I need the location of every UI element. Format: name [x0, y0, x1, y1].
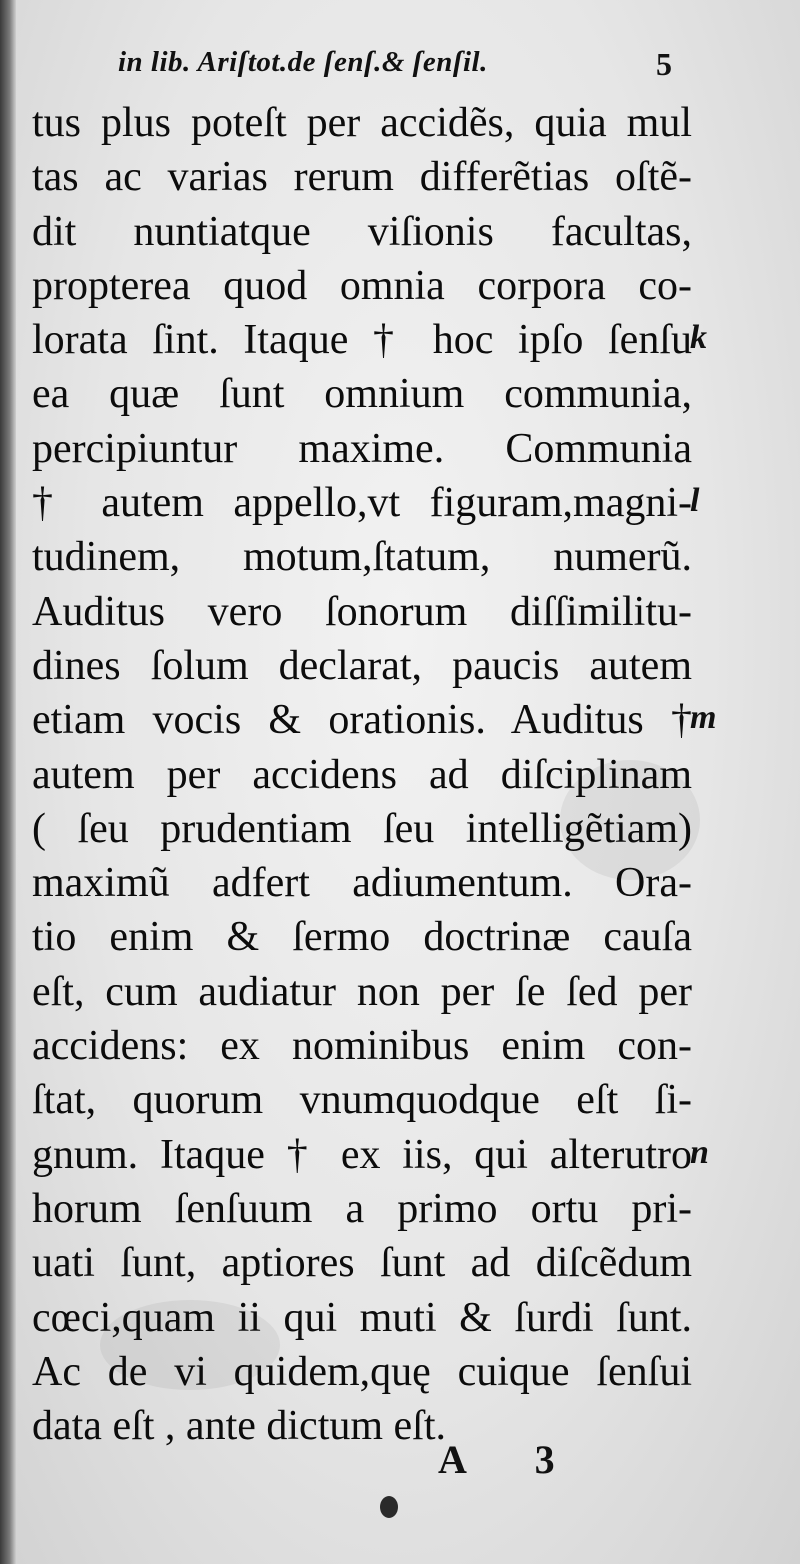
text-line: ea quæ ſunt omnium communia, — [32, 371, 692, 418]
text-line: dit nuntiatque viſionis facultas, — [32, 208, 692, 255]
binding-gutter — [0, 0, 16, 1564]
text-line: lorata ſint. Itaque † hoc ipſo ſenſu — [32, 317, 692, 364]
text-line: cœci,quam ii qui muti & ſurdi ſunt. — [32, 1294, 692, 1341]
text-line: accidens: ex nominibus enim con- — [32, 1023, 692, 1070]
text-line: tio enim & ſermo doctrinæ cauſa — [32, 914, 692, 961]
text-line: Auditus vero ſonorum diſſimilitu- — [32, 588, 692, 635]
marginal-letter: m — [690, 699, 717, 737]
worm-hole — [380, 1496, 398, 1518]
text-line: ( ſeu prudentiam ſeu intelligẽtiam) — [32, 805, 692, 852]
marginal-letter: l — [690, 482, 700, 520]
text-line: autem per accidens ad diſciplinam — [32, 751, 692, 798]
text-line: maximũ adfert adiumentum. Ora- — [32, 860, 692, 907]
text-line: etiam vocis & orationis. Auditus † — [32, 697, 692, 744]
body-text — [32, 96, 692, 1453]
running-head: in lib. Ariſtot.de ſenſ.& ſenſil. — [118, 46, 488, 78]
text-line: horum ſenſuum a primo ortu pri- — [32, 1185, 692, 1232]
text-line: dines ſolum declarat, paucis autem — [32, 642, 692, 689]
marginal-letter: n — [690, 1133, 709, 1171]
signature-mark: A 3 — [438, 1437, 585, 1482]
marginal-letter: k — [690, 319, 707, 357]
text-line: ſtat, quorum vnumquodque eſt ſi- — [32, 1077, 692, 1124]
text-line: propterea quod omnia corpora co- — [32, 262, 692, 309]
text-line: tas ac varias rerum differẽtias oſtẽ- — [32, 154, 692, 201]
text-line: uati ſunt, aptiores ſunt ad diſcẽdum — [32, 1240, 692, 1287]
text-line: gnum. Itaque † ex iis, qui alterutro — [32, 1131, 692, 1178]
text-line: Ac de vi quidem,quę cuique ſenſui — [32, 1348, 692, 1395]
text-line: percipiuntur maxime. Communia — [32, 425, 692, 472]
text-line: tus plus poteſt per accidẽs, quia mul — [32, 100, 692, 146]
folio-number: 5 — [656, 46, 672, 82]
text-line: tudinem, motum,ſtatum, numerũ. — [32, 534, 692, 581]
text-line: eſt, cum audiatur non per ſe ſed per — [32, 968, 692, 1015]
text-line: † autem appello,vt figuram,magni- — [32, 480, 692, 527]
text-line: data eſt , ante dictum eſt. — [32, 1403, 447, 1450]
